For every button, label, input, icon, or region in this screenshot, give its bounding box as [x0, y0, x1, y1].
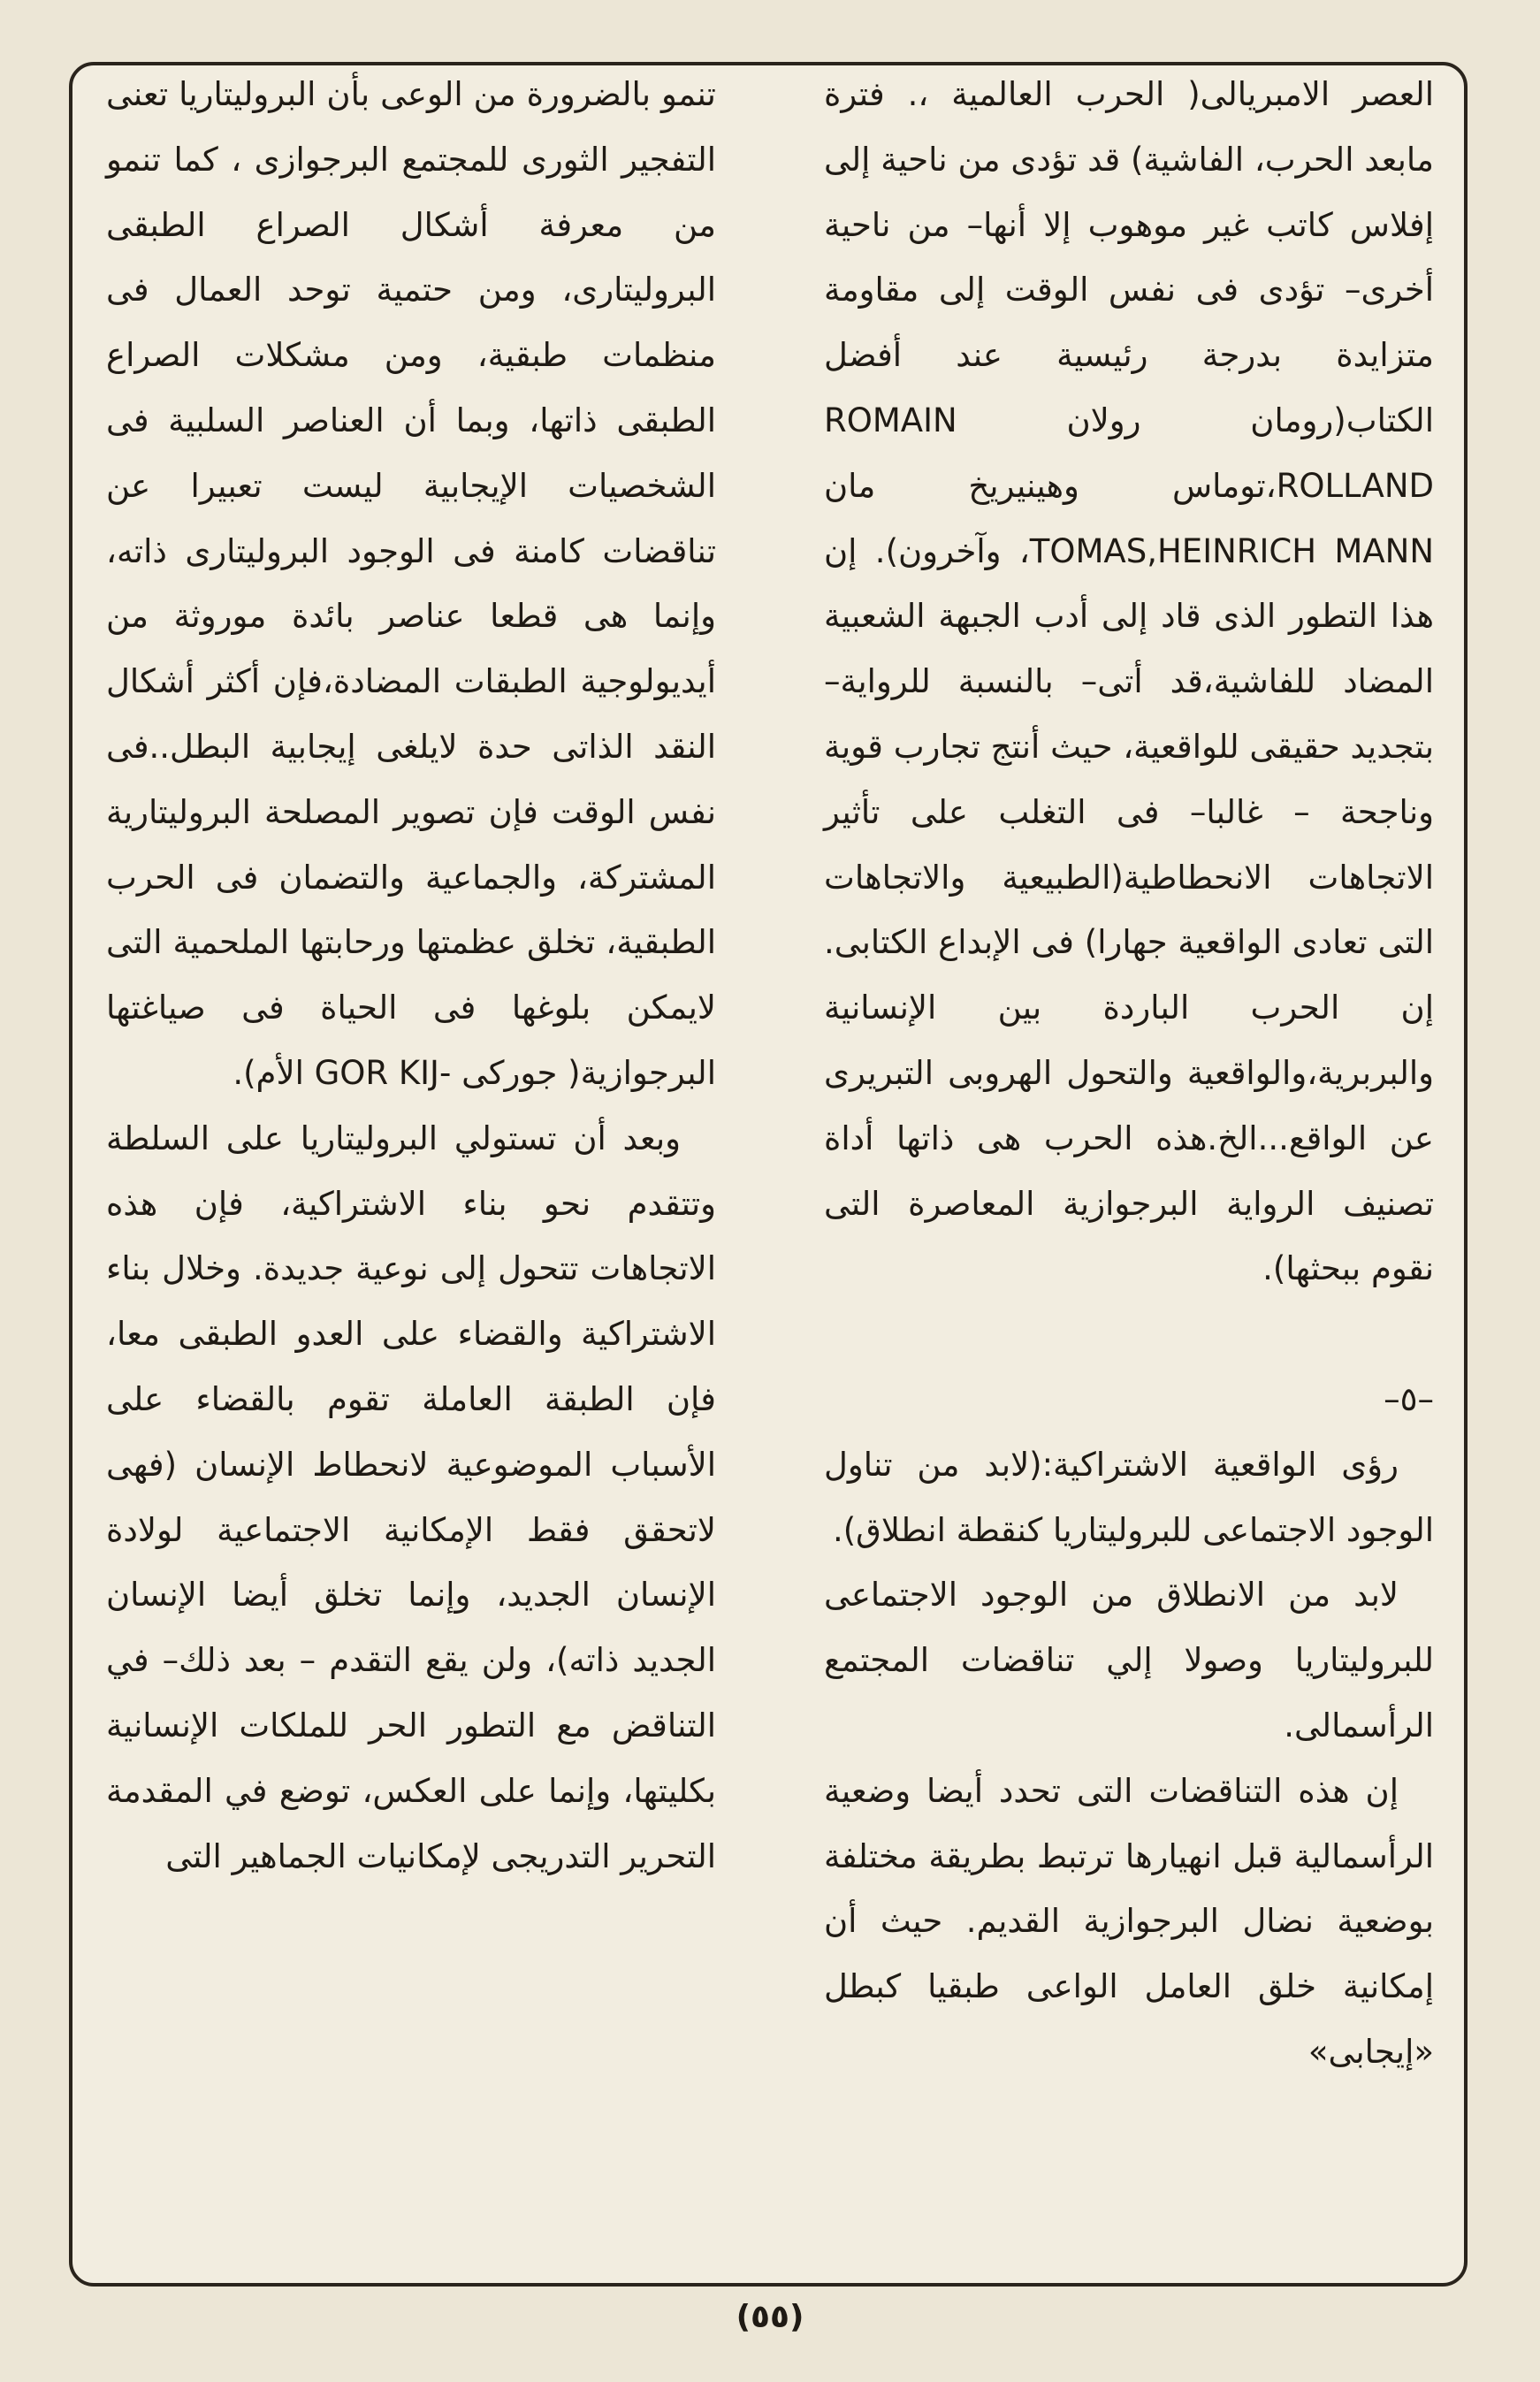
paragraph: العصر الامبريالى( الحرب العالمية ،. فترة مابعد الحرب، الفاشية) قد تؤدى من ناحية إلى إفلاس كاتب غير موهوب إلا أنها– من ناحية أخرى– تؤدى فى نفس الوقت إلى مقاومة متزايدة بدرجة رئيسية عند أفضل الكتاب(رومان رولان ROMAIN ROLLAND،توماس وهينيريخ مان TOMAS,HEINRICH MANN، وآخرون). إن هذا التطور الذى قاد إلى أدب الجبهة الشعبية المضاد للفاشية،قد أتى– بالنسبة للرواية– بتجديد حقيقى للواقعية، حيث أنتج تجارب قوية وناجحة – غالبا– فى التغلب على تأثير الاتجاهات الانحطاطية(الطبيعية والاتجاهات التى تعادى الواقعية جهارا) فى الإبداع الكتابى. إن الحرب الباردة بين الإنسانية والبربرية،والواقعية والتحول الهروبى التبريرى عن الواقع...الخ.هذه الحرب هى ذاتها أداة تصنيف الرواية البرجوازية المعاصرة التى نقوم ببحثها). — [824, 75, 1434, 1288]
paragraph: لابد من الانطلاق من الوجود الاجتماعى للبروليتاريا وصولا إلي تناقضات المجتمع الرأسمالى. — [824, 1576, 1434, 1745]
paragraph: تنمو بالضرورة من الوعى بأن البروليتاريا تعنى التفجير الثورى للمجتمع البرجوازى ، كما تنمو من معرفة أشكال الصراع الطبقى البروليتارى، ومن حتمية توحد العمال فى منظمات طبقية، ومن مشكلات الصراع الطبقى ذاتها، وبما أن العناصر السلبية فى الشخصيات الإيجابية ليست تعبيرا عن تناقضات كامنة فى الوجود البروليتارى ذاته، وإنما هى قطعا عناصر بائدة موروثة من أيديولوجية الطبقات المضادة،فإن أكثر أشكال النقد الذاتى حدة لايلغى إيجابية البطل..فى نفس الوقت فإن تصوير المصلحة البروليتارية المشتركة، والجماعية والتضمان فى الحرب الطبقية، تخلق عظمتها ورحابتها الملحمية التى لايمكن بلوغها فى الحياة فى صياغتها البرجوازية( جوركى -GOR KIJ الأم). — [106, 75, 716, 1092]
paragraph: رؤى الواقعية الاشتراكية:(لابد من تناول الوجود الاجتماعى للبروليتاريا كنقطة انطلاق). — [824, 1445, 1434, 1549]
left-column — [106, 62, 716, 2219]
page-number: (٥٥) — [736, 2299, 804, 2335]
paragraph: إن هذه التناقضات التى تحدد أيضا وضعية الرأسمالية قبل انهيارها ترتبط بطريقة مختلفة بوضعية نضال البرجوازية القديم. حيث أن إمكانية خلق العامل الواعى طبقيا كبطل «إيجابى» — [824, 1771, 1434, 2071]
right-column — [824, 62, 1434, 2219]
paragraph: وبعد أن تستولي البروليتاريا على السلطة وتتقدم نحو بناء الاشتراكية، فإن هذه الاتجاهات تتحول إلى نوعية جديدة. وخلال بناء الاشتراكية والقضاء على العدو الطبقى معا، فإن الطبقة العاملة تقوم بالقضاء على الأسباب الموضوعية لانحطاط الإنسان (فهى لاتحقق فقط الإمكانية الاجتماعية لولادة الإنسان الجديد، وإنما تخلق أيضا الإنسان الجديد ذاته)، ولن يقع التقدم – بعد ذلك– في التناقض مع التطور الحر للملكات الإنسانية بكليتها، وإنما على العكس، توضع في المقدمة التحرير التدريجى لإمكانيات الجماهير التى — [106, 1118, 716, 1875]
section-number: –٥– — [1384, 1379, 1434, 1418]
